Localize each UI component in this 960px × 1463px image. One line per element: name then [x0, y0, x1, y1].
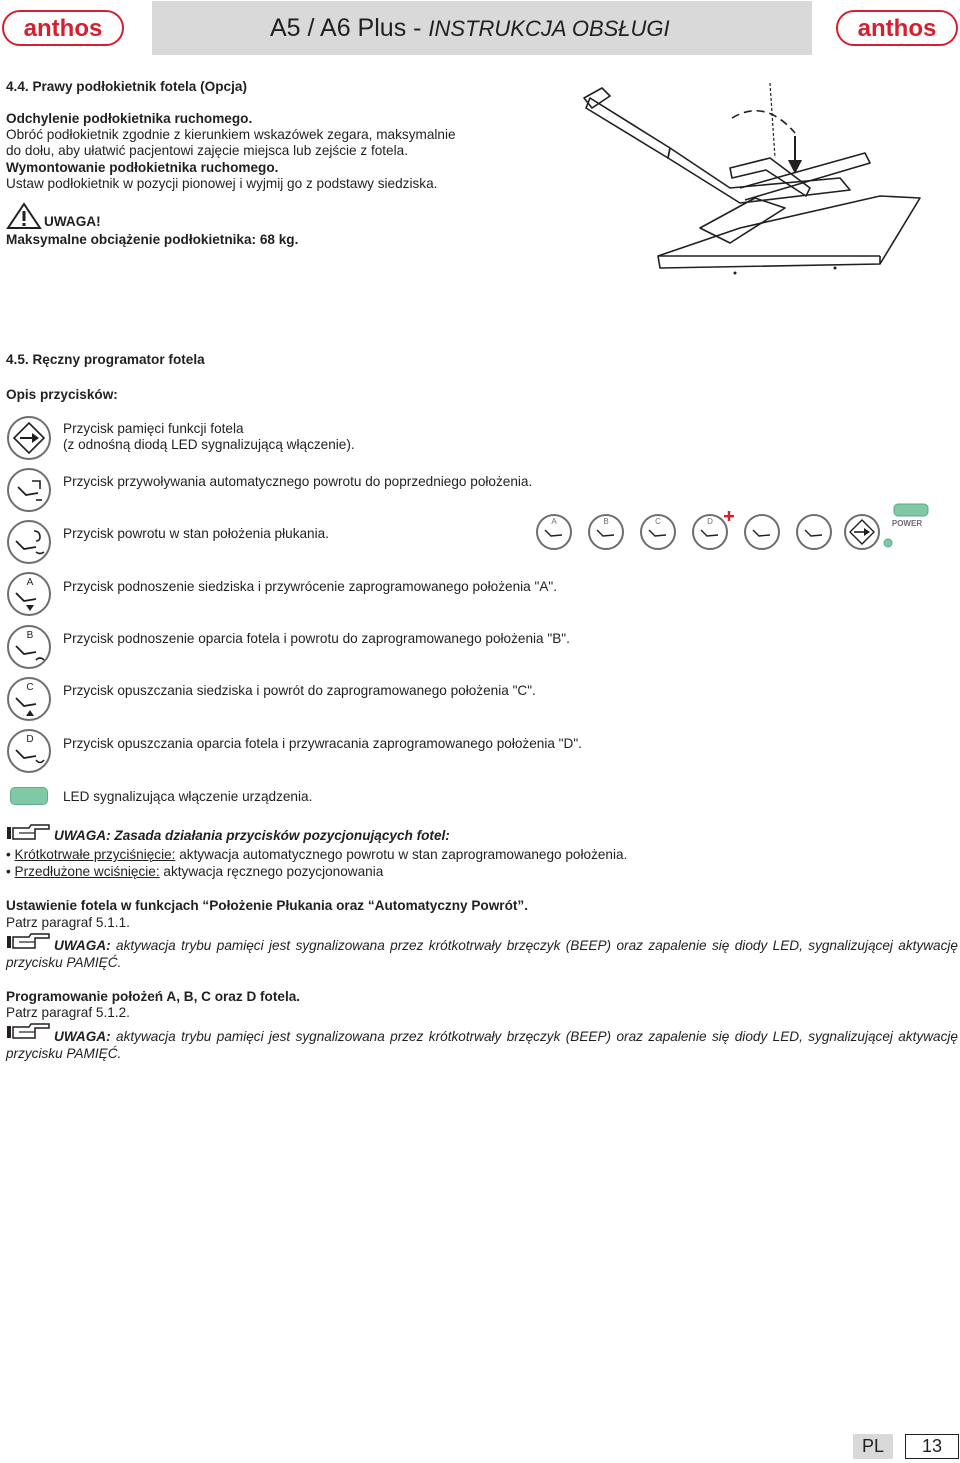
tilt-line-2: do dołu, aby ułatwić pacjentowi zajęcie miejsca lub zejście z fotela.: [6, 143, 408, 158]
program-ref: Patrz paragraf 5.1.2.: [6, 1005, 130, 1020]
panel-letter-c: C: [655, 517, 661, 526]
warning-text: Maksymalne obciążenie podłokietnika: 68 kg.: [6, 232, 299, 247]
warning-triangle-icon: [6, 202, 42, 230]
warning-label: UWAGA!: [44, 214, 101, 229]
button-letter-c: C: [26, 682, 34, 693]
button-letter-d: D: [26, 734, 34, 745]
item-seat-up-a: Przycisk podnoszenie siedziska i przywrócenie zaprogramowanego położenia "A".: [63, 579, 557, 594]
backrest-up-button-icon: [6, 624, 52, 670]
anthos-logo-right: [836, 10, 958, 46]
item-power-led: LED sygnalizująca włączenie urządzenia.: [63, 789, 313, 804]
panel-letter-d: D: [707, 517, 713, 526]
page-title: A5 / A6 Plus - INSTRUKCJA OBSŁUGI: [270, 14, 670, 42]
item-backrest-down-d: Przycisk opuszczania oparcia fotela i przywracania zaprogramowanego położenia "D".: [63, 736, 582, 751]
memory-note-2: UWAGA: aktywacja trybu pamięci jest sygnalizowana przez krótkotrwały brzęczyk (BEEP) oraz zapalenie się diody LED, sygnalizującej aktywację przycisku PAMIĘĆ.: [6, 1029, 958, 1061]
memory-note: UWAGA: aktywacja trybu pamięci jest sygnalizowana przez krótkotrwały brzęczyk (BEEP) oraz zapalenie się diody LED, sygnalizującej aktywację przycisku PAMIĘĆ.: [6, 938, 958, 970]
seat-down-button-icon: [6, 676, 52, 722]
auto-return-button-icon: [6, 467, 52, 513]
setting-heading: Ustawienie fotela w funkcjach “Położenie Płukania oraz “Automatyczny Powrót”.: [6, 898, 528, 913]
positioning-note: UWAGA: Zasada działania przycisków pozycjonujących fotel:: [54, 828, 450, 843]
item-memory-line-2: (z odnośną diodą LED sygnalizującą włączenie).: [63, 437, 355, 452]
program-heading: Programowanie położeń A, B, C oraz D fotela.: [6, 989, 301, 1004]
seat-up-button-icon: [6, 571, 52, 617]
memory-button-icon: [6, 415, 52, 461]
section-heading-4-5: 4.5. Ręczny programator fotela: [6, 352, 205, 367]
control-panel-illustration: [518, 500, 958, 560]
button-letter-a: A: [26, 577, 34, 588]
mount-heading: Wymontowanie podłokietnika ruchomego.: [6, 160, 279, 175]
backrest-down-button-icon: [6, 728, 52, 774]
panel-letter-a: A: [551, 517, 557, 526]
tilt-line-1: Obróć podłokietnik zgodnie z kierunkiem wskazówek zegara, maksymalnie: [6, 127, 456, 142]
tilt-heading: Odchylenie podłokietnika ruchomego.: [6, 111, 253, 126]
buttons-heading: Opis przycisków:: [6, 387, 118, 402]
button-letter-b: B: [26, 630, 34, 641]
power-led-icon: [10, 787, 48, 805]
anthos-logo-left: [2, 10, 124, 46]
panel-letter-b: B: [603, 517, 609, 526]
item-auto-return: Przycisk przywoływania automatycznego powrotu do poprzedniego położenia.: [63, 474, 533, 489]
item-memory-line-1: Przycisk pamięci funkcji fotela: [63, 421, 244, 436]
logo-text: anthos: [857, 15, 937, 42]
rinse-position-button-icon: [6, 519, 52, 565]
language-badge: PL: [853, 1434, 893, 1459]
bullet-long-press: • Przedłużone wciśnięcie: aktywacja ręcznego pozycjonowania: [6, 864, 384, 879]
bullet-short-press: • Krótkotrwałe przyciśnięcie: aktywacja automatycznego powrotu w stan zaprogramowanego położenia.: [6, 847, 628, 862]
setting-ref: Patrz paragraf 5.1.1.: [6, 915, 130, 930]
item-rinse: Przycisk powrotu w stan położenia płukania.: [63, 526, 329, 541]
logo-text: anthos: [23, 15, 103, 42]
page-number: 13: [905, 1434, 959, 1459]
item-backrest-up-b: Przycisk podnoszenie oparcia fotela i powrotu do zaprogramowanego położenia "B".: [63, 631, 570, 646]
panel-power-label: POWER: [891, 519, 923, 528]
item-seat-down-c: Przycisk opuszczania siedziska i powrót do zaprogramowanego położenia "C".: [63, 683, 536, 698]
mount-line: Ustaw podłokietnik w pozycji pionowej i wyjmij go z podstawy siedziska.: [6, 176, 438, 191]
pointing-hand-icon: [5, 823, 51, 843]
dental-chair-illustration: [580, 78, 960, 288]
section-heading-4-4: 4.4. Prawy podłokietnik fotela (Opcja): [6, 79, 247, 94]
